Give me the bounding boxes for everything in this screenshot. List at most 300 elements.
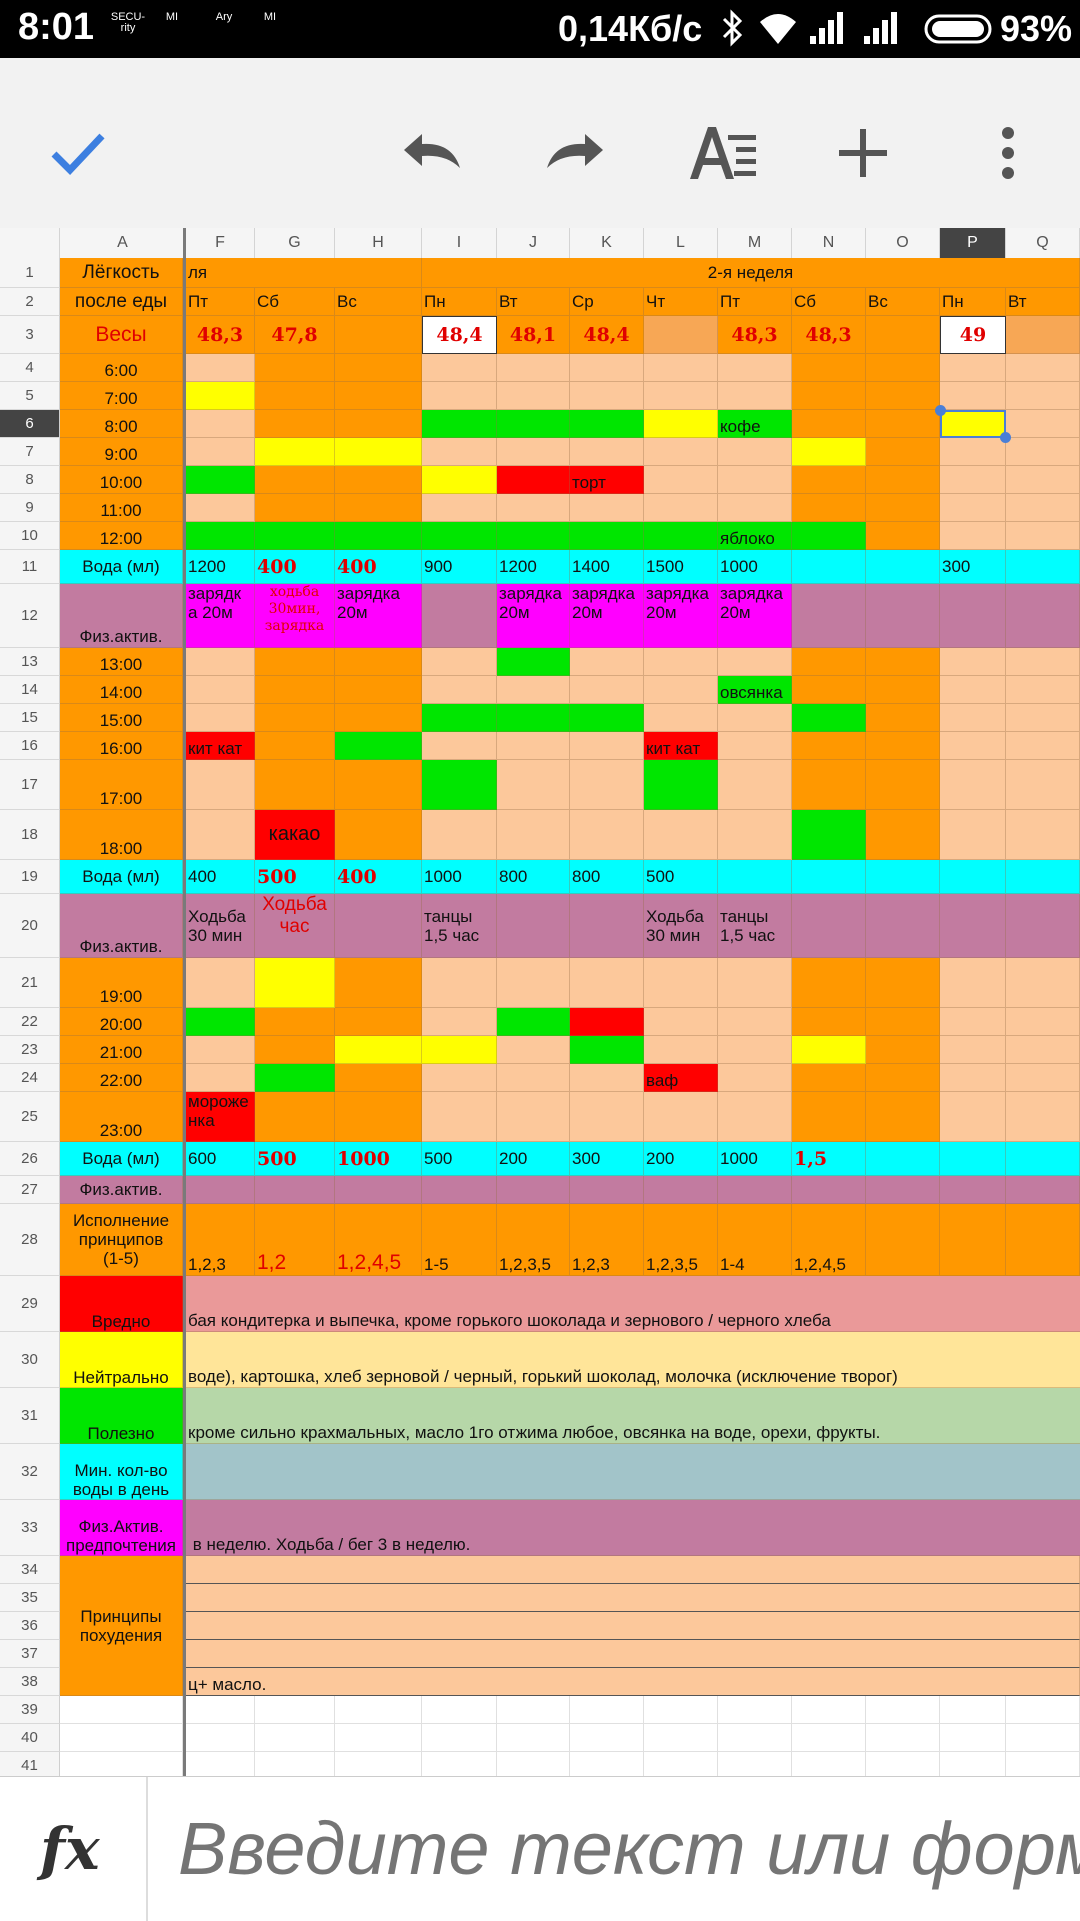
cell-p40[interactable]	[940, 1724, 1006, 1752]
cell-j14[interactable]	[497, 676, 570, 704]
cell-j22[interactable]	[497, 1008, 570, 1036]
row-header-18[interactable]: 18	[0, 810, 60, 860]
row-header-2[interactable]: 2	[0, 288, 60, 316]
principles-value[interactable]: 1,2	[255, 1204, 335, 1276]
cell-f9[interactable]	[186, 494, 255, 522]
cell-n14[interactable]	[792, 676, 866, 704]
note-oatmeal[interactable]: овсянка	[718, 676, 792, 704]
cell-i8[interactable]	[422, 466, 497, 494]
row-header-39[interactable]: 39	[0, 1696, 60, 1724]
cell-a41[interactable]	[60, 1752, 183, 1776]
cell-j21[interactable]	[497, 958, 570, 1008]
cell-q24[interactable]	[1006, 1064, 1080, 1092]
weight-value[interactable]: 47,8	[255, 316, 335, 354]
selected-cell[interactable]	[940, 410, 1006, 438]
cell-n6[interactable]	[792, 410, 866, 438]
cell-h4[interactable]	[335, 354, 422, 382]
cell-l41[interactable]	[644, 1752, 718, 1776]
cell-j27[interactable]	[497, 1176, 570, 1204]
cell-q25[interactable]	[1006, 1092, 1080, 1142]
cell-q15[interactable]	[1006, 704, 1080, 732]
water-value[interactable]: 300	[570, 1142, 644, 1176]
cell-m24[interactable]	[718, 1064, 792, 1092]
cell-f21[interactable]	[186, 958, 255, 1008]
cell-f18[interactable]	[186, 810, 255, 860]
cell-k24[interactable]	[570, 1064, 644, 1092]
principles-value[interactable]: 1,2,3,5	[497, 1204, 570, 1276]
water-value[interactable]	[940, 860, 1006, 894]
row-header-31[interactable]: 31	[0, 1388, 60, 1444]
cell-j39[interactable]	[497, 1696, 570, 1724]
diet-principle-text[interactable]	[186, 1640, 1080, 1668]
cell-l5[interactable]	[644, 382, 718, 410]
cell-g25[interactable]	[255, 1092, 335, 1142]
cell-l15[interactable]	[644, 704, 718, 732]
principles-value[interactable]: 1-5	[422, 1204, 497, 1276]
cell-n10[interactable]	[792, 522, 866, 550]
cell-m17[interactable]	[718, 760, 792, 810]
cell-k25[interactable]	[570, 1092, 644, 1142]
cell-m8[interactable]	[718, 466, 792, 494]
cell-i24[interactable]	[422, 1064, 497, 1092]
cell-l23[interactable]	[644, 1036, 718, 1064]
cell-f6[interactable]	[186, 410, 255, 438]
check-icon[interactable]	[33, 108, 123, 198]
cell-j7[interactable]	[497, 438, 570, 466]
row-header-13[interactable]: 13	[0, 648, 60, 676]
cell-k39[interactable]	[570, 1696, 644, 1724]
label-water[interactable]: Вода (мл)	[60, 1142, 183, 1176]
activity-value[interactable]: Ходьба 30 мин	[644, 894, 718, 958]
day-header[interactable]: Вт	[1006, 288, 1080, 316]
cell-k10[interactable]	[570, 522, 644, 550]
cell-p23[interactable]	[940, 1036, 1006, 1064]
cell-n4[interactable]	[792, 354, 866, 382]
cell-o6[interactable]	[866, 410, 940, 438]
activity-value[interactable]: ходьба 30мин, зарядка	[255, 584, 335, 648]
label-diet-principles[interactable]: Принципы похудения	[60, 1556, 183, 1696]
cell-g39[interactable]	[255, 1696, 335, 1724]
row-header-5[interactable]: 5	[0, 382, 60, 410]
label-neutral[interactable]: Нейтрально	[60, 1332, 183, 1388]
row-header-19[interactable]: 19	[0, 860, 60, 894]
row-header-41[interactable]: 41	[0, 1752, 60, 1776]
time-label[interactable]: 9:00	[60, 438, 183, 466]
activity-value[interactable]	[866, 894, 940, 958]
water-value[interactable]: 1400	[570, 550, 644, 584]
row-header-16[interactable]: 16	[0, 732, 60, 760]
cell-q40[interactable]	[1006, 1724, 1080, 1752]
water-value[interactable]	[792, 860, 866, 894]
cell-o15[interactable]	[866, 704, 940, 732]
cell-i13[interactable]	[422, 648, 497, 676]
cell-i4[interactable]	[422, 354, 497, 382]
activity-value[interactable]: Ходьба час	[255, 894, 335, 958]
undo-icon[interactable]	[386, 108, 476, 198]
cell-h24[interactable]	[335, 1064, 422, 1092]
cell-g17[interactable]	[255, 760, 335, 810]
cell-o16[interactable]	[866, 732, 940, 760]
row-header-40[interactable]: 40	[0, 1724, 60, 1752]
cell-j8[interactable]	[497, 466, 570, 494]
cell-p8[interactable]	[940, 466, 1006, 494]
row-header-4[interactable]: 4	[0, 354, 60, 382]
cell-k15[interactable]	[570, 704, 644, 732]
cell-i21[interactable]	[422, 958, 497, 1008]
day-header[interactable]: Вс	[335, 288, 422, 316]
text-min-water[interactable]	[186, 1444, 1080, 1500]
cell-h40[interactable]	[335, 1724, 422, 1752]
time-label[interactable]: 20:00	[60, 1008, 183, 1036]
cell-f27[interactable]	[186, 1176, 255, 1204]
cell-g5[interactable]	[255, 382, 335, 410]
principles-value[interactable]: 1,2,4,5	[792, 1204, 866, 1276]
cell-h7[interactable]	[335, 438, 422, 466]
cell-p41[interactable]	[940, 1752, 1006, 1776]
cell-m9[interactable]	[718, 494, 792, 522]
cell-h22[interactable]	[335, 1008, 422, 1036]
note-kitkat[interactable]: кит кат	[186, 732, 255, 760]
weight-value[interactable]	[1006, 316, 1080, 354]
cell-h8[interactable]	[335, 466, 422, 494]
cell-o27[interactable]	[866, 1176, 940, 1204]
formula-input[interactable]	[176, 1805, 1080, 1892]
cell-o8[interactable]	[866, 466, 940, 494]
cell-l4[interactable]	[644, 354, 718, 382]
water-value[interactable]: 500	[255, 1142, 335, 1176]
cell-j16[interactable]	[497, 732, 570, 760]
cell-q8[interactable]	[1006, 466, 1080, 494]
cell-j6[interactable]	[497, 410, 570, 438]
cell-m39[interactable]	[718, 1696, 792, 1724]
cell-n39[interactable]	[792, 1696, 866, 1724]
cell-q27[interactable]	[1006, 1176, 1080, 1204]
column-header-l[interactable]: L	[644, 228, 718, 258]
time-label[interactable]: 16:00	[60, 732, 183, 760]
cell-i9[interactable]	[422, 494, 497, 522]
cell-h14[interactable]	[335, 676, 422, 704]
cell-p5[interactable]	[940, 382, 1006, 410]
cell-i27[interactable]	[422, 1176, 497, 1204]
cell-k17[interactable]	[570, 760, 644, 810]
label-principles[interactable]: Исполнение принципов (1-5)	[60, 1204, 183, 1276]
activity-value[interactable]: зарядка 20м	[497, 584, 570, 648]
cell-f23[interactable]	[186, 1036, 255, 1064]
row-header-21[interactable]: 21	[0, 958, 60, 1008]
cell-i14[interactable]	[422, 676, 497, 704]
cell-g10[interactable]	[255, 522, 335, 550]
cell-m4[interactable]	[718, 354, 792, 382]
label-activity[interactable]: Физ.актив.	[60, 584, 183, 648]
activity-value[interactable]	[1006, 584, 1080, 648]
note-icecream[interactable]: мороже нка	[186, 1092, 255, 1142]
cell-o21[interactable]	[866, 958, 940, 1008]
cell-n8[interactable]	[792, 466, 866, 494]
frozen-column-divider[interactable]	[183, 228, 186, 1776]
cell-j15[interactable]	[497, 704, 570, 732]
cell-n23[interactable]	[792, 1036, 866, 1064]
cell-k21[interactable]	[570, 958, 644, 1008]
cell-f24[interactable]	[186, 1064, 255, 1092]
cell-h39[interactable]	[335, 1696, 422, 1724]
cell-o5[interactable]	[866, 382, 940, 410]
activity-value[interactable]: зарядк а 20м	[186, 584, 255, 648]
principles-value[interactable]	[940, 1204, 1006, 1276]
cell-i18[interactable]	[422, 810, 497, 860]
column-header-f[interactable]: F	[186, 228, 255, 258]
column-header-m[interactable]: M	[718, 228, 792, 258]
cell-m13[interactable]	[718, 648, 792, 676]
cell-n24[interactable]	[792, 1064, 866, 1092]
row-header-27[interactable]: 27	[0, 1176, 60, 1204]
text-format-icon[interactable]	[678, 108, 768, 198]
water-value[interactable]: 1000	[718, 550, 792, 584]
row-header-29[interactable]: 29	[0, 1276, 60, 1332]
cell-m40[interactable]	[718, 1724, 792, 1752]
water-value[interactable]	[1006, 860, 1080, 894]
cell-m18[interactable]	[718, 810, 792, 860]
weight-value[interactable]: 49	[940, 316, 1006, 354]
cell-o24[interactable]	[866, 1064, 940, 1092]
cell-f4[interactable]	[186, 354, 255, 382]
cell-k5[interactable]	[570, 382, 644, 410]
cell-h5[interactable]	[335, 382, 422, 410]
cell-m5[interactable]	[718, 382, 792, 410]
cell-q23[interactable]	[1006, 1036, 1080, 1064]
cell-g13[interactable]	[255, 648, 335, 676]
cell-g41[interactable]	[255, 1752, 335, 1776]
weight-value[interactable]: 48,3	[718, 316, 792, 354]
label-after-meal[interactable]: после еды	[60, 288, 183, 316]
activity-value[interactable]	[335, 894, 422, 958]
cell-a40[interactable]	[60, 1724, 183, 1752]
activity-value[interactable]	[940, 584, 1006, 648]
cell-n21[interactable]	[792, 958, 866, 1008]
principles-value[interactable]	[1006, 1204, 1080, 1276]
water-value[interactable]: 1500	[644, 550, 718, 584]
day-header[interactable]: Пн	[940, 288, 1006, 316]
cell-m22[interactable]	[718, 1008, 792, 1036]
row-header-37[interactable]: 37	[0, 1640, 60, 1668]
cell-m7[interactable]	[718, 438, 792, 466]
cell-j5[interactable]	[497, 382, 570, 410]
cell-f17[interactable]	[186, 760, 255, 810]
label-water[interactable]: Вода (мл)	[60, 550, 183, 584]
day-header[interactable]: Вт	[497, 288, 570, 316]
cell-j23[interactable]	[497, 1036, 570, 1064]
cell-i6[interactable]	[422, 410, 497, 438]
cell-k40[interactable]	[570, 1724, 644, 1752]
day-header[interactable]: Пт	[718, 288, 792, 316]
cell-k9[interactable]	[570, 494, 644, 522]
label-harmful[interactable]: Вредно	[60, 1276, 183, 1332]
cell-l21[interactable]	[644, 958, 718, 1008]
diet-principle-text[interactable]	[186, 1556, 1080, 1584]
row-header-20[interactable]: 20	[0, 894, 60, 958]
cell-o7[interactable]	[866, 438, 940, 466]
row-header-17[interactable]: 17	[0, 760, 60, 810]
note-kitkat[interactable]: кит кат	[644, 732, 718, 760]
time-label[interactable]: 18:00	[60, 810, 183, 860]
water-value[interactable]: 500	[422, 1142, 497, 1176]
note-coffee[interactable]: кофе	[718, 410, 792, 438]
label-weight[interactable]: Весы	[60, 316, 183, 354]
cell-m27[interactable]	[718, 1176, 792, 1204]
water-value[interactable]: 800	[570, 860, 644, 894]
activity-value[interactable]: зарядка 20м	[718, 584, 792, 648]
cell-i17[interactable]	[422, 760, 497, 810]
cell-n9[interactable]	[792, 494, 866, 522]
cell-h15[interactable]	[335, 704, 422, 732]
cell-j13[interactable]	[497, 648, 570, 676]
principles-value[interactable]: 1,2,4,5	[335, 1204, 422, 1276]
cell-l8[interactable]	[644, 466, 718, 494]
cell-g40[interactable]	[255, 1724, 335, 1752]
cell-q16[interactable]	[1006, 732, 1080, 760]
cell-l6[interactable]	[644, 410, 718, 438]
cell-i23[interactable]	[422, 1036, 497, 1064]
label-water[interactable]: Вода (мл)	[60, 860, 183, 894]
cell-q4[interactable]	[1006, 354, 1080, 382]
cell-g7[interactable]	[255, 438, 335, 466]
cell-o22[interactable]	[866, 1008, 940, 1036]
text-useful[interactable]: кроме сильно крахмальных, масло 1го отжима любое, овсянка на воде, орехи, фрукты.	[186, 1388, 1080, 1444]
cell-j9[interactable]	[497, 494, 570, 522]
cell-g14[interactable]	[255, 676, 335, 704]
cell-k18[interactable]	[570, 810, 644, 860]
cell-o10[interactable]	[866, 522, 940, 550]
cell-l39[interactable]	[644, 1696, 718, 1724]
cell-p7[interactable]	[940, 438, 1006, 466]
cell-l40[interactable]	[644, 1724, 718, 1752]
day-header[interactable]: Ср	[570, 288, 644, 316]
label-activity[interactable]: Физ.актив.	[60, 894, 183, 958]
cell-f15[interactable]	[186, 704, 255, 732]
row-header-35[interactable]: 35	[0, 1584, 60, 1612]
cell-f41[interactable]	[186, 1752, 255, 1776]
cell-h27[interactable]	[335, 1176, 422, 1204]
time-label[interactable]: 11:00	[60, 494, 183, 522]
cell-n40[interactable]	[792, 1724, 866, 1752]
row-header-32[interactable]: 32	[0, 1444, 60, 1500]
water-value[interactable]: 200	[497, 1142, 570, 1176]
row-header-11[interactable]: 11	[0, 550, 60, 584]
water-value[interactable]	[1006, 550, 1080, 584]
activity-value[interactable]	[497, 894, 570, 958]
water-value[interactable]: 500	[644, 860, 718, 894]
label-activity-pref[interactable]: Физ.Актив. предпочтения	[60, 1500, 183, 1556]
row-header-34[interactable]: 34	[0, 1556, 60, 1584]
weight-value[interactable]: 48,3	[186, 316, 255, 354]
row-header-38[interactable]: 38	[0, 1668, 60, 1696]
diet-principle-text[interactable]	[186, 1584, 1080, 1612]
cell-i5[interactable]	[422, 382, 497, 410]
activity-value[interactable]	[570, 894, 644, 958]
principles-value[interactable]	[866, 1204, 940, 1276]
principles-value[interactable]: 1,2,3	[570, 1204, 644, 1276]
cell-h13[interactable]	[335, 648, 422, 676]
activity-value[interactable]	[866, 584, 940, 648]
cell-j24[interactable]	[497, 1064, 570, 1092]
cell-g27[interactable]	[255, 1176, 335, 1204]
text-neutral[interactable]: воде), картошка, хлеб зерновой / черный, горький шоколад, молочка (исключение творог)	[186, 1332, 1080, 1388]
cell-f7[interactable]	[186, 438, 255, 466]
water-value[interactable]	[866, 860, 940, 894]
cell-n22[interactable]	[792, 1008, 866, 1036]
row-header-15[interactable]: 15	[0, 704, 60, 732]
time-label[interactable]: 8:00	[60, 410, 183, 438]
cell-k6[interactable]	[570, 410, 644, 438]
water-value[interactable]	[940, 1142, 1006, 1176]
cell-o18[interactable]	[866, 810, 940, 860]
activity-value[interactable]	[792, 584, 866, 648]
week2-header[interactable]: 2-я неделя	[422, 258, 1080, 288]
water-value[interactable]: 400	[186, 860, 255, 894]
water-value[interactable]	[866, 550, 940, 584]
activity-value[interactable]: танцы 1,5 час	[422, 894, 497, 958]
water-value[interactable]: 600	[186, 1142, 255, 1176]
cell-g21[interactable]	[255, 958, 335, 1008]
weight-value[interactable]	[644, 316, 718, 354]
weight-value[interactable]	[866, 316, 940, 354]
column-header-g[interactable]: G	[255, 228, 335, 258]
cell-n5[interactable]	[792, 382, 866, 410]
cell-i10[interactable]	[422, 522, 497, 550]
cell-o23[interactable]	[866, 1036, 940, 1064]
activity-value[interactable]: зарядка 20м	[570, 584, 644, 648]
cell-n18[interactable]	[792, 810, 866, 860]
column-header-k[interactable]: K	[570, 228, 644, 258]
water-value[interactable]: 1200	[186, 550, 255, 584]
note-cocoa[interactable]: какао	[255, 810, 335, 860]
column-header-q[interactable]: Q	[1006, 228, 1080, 258]
diet-principle-text[interactable]	[186, 1612, 1080, 1640]
water-value[interactable]: 400	[335, 550, 422, 584]
column-header-o[interactable]: O	[866, 228, 940, 258]
cell-n13[interactable]	[792, 648, 866, 676]
week1-header[interactable]: ля	[186, 258, 422, 288]
row-header-7[interactable]: 7	[0, 438, 60, 466]
water-value[interactable]: 1000	[335, 1142, 422, 1176]
label-lightness[interactable]: Лёгкость	[60, 258, 183, 288]
cell-p14[interactable]	[940, 676, 1006, 704]
day-header[interactable]: Вс	[866, 288, 940, 316]
water-value[interactable]	[718, 860, 792, 894]
cell-q39[interactable]	[1006, 1696, 1080, 1724]
cell-k22[interactable]	[570, 1008, 644, 1036]
time-label[interactable]: 6:00	[60, 354, 183, 382]
row-header-33[interactable]: 33	[0, 1500, 60, 1556]
cell-m23[interactable]	[718, 1036, 792, 1064]
select-all-corner[interactable]	[0, 228, 60, 258]
cell-p16[interactable]	[940, 732, 1006, 760]
activity-value[interactable]: Ходьба 30 мин	[186, 894, 255, 958]
cell-g23[interactable]	[255, 1036, 335, 1064]
cell-i39[interactable]	[422, 1696, 497, 1724]
cell-a39[interactable]	[60, 1696, 183, 1724]
cell-q21[interactable]	[1006, 958, 1080, 1008]
row-header-9[interactable]: 9	[0, 494, 60, 522]
time-label[interactable]: 23:00	[60, 1092, 183, 1142]
cell-h6[interactable]	[335, 410, 422, 438]
cell-o25[interactable]	[866, 1092, 940, 1142]
water-value[interactable]	[866, 1142, 940, 1176]
cell-n27[interactable]	[792, 1176, 866, 1204]
activity-value[interactable]: танцы 1,5 час	[718, 894, 792, 958]
cell-g15[interactable]	[255, 704, 335, 732]
note-waffle[interactable]: ваф	[644, 1064, 718, 1092]
row-header-10[interactable]: 10	[0, 522, 60, 550]
